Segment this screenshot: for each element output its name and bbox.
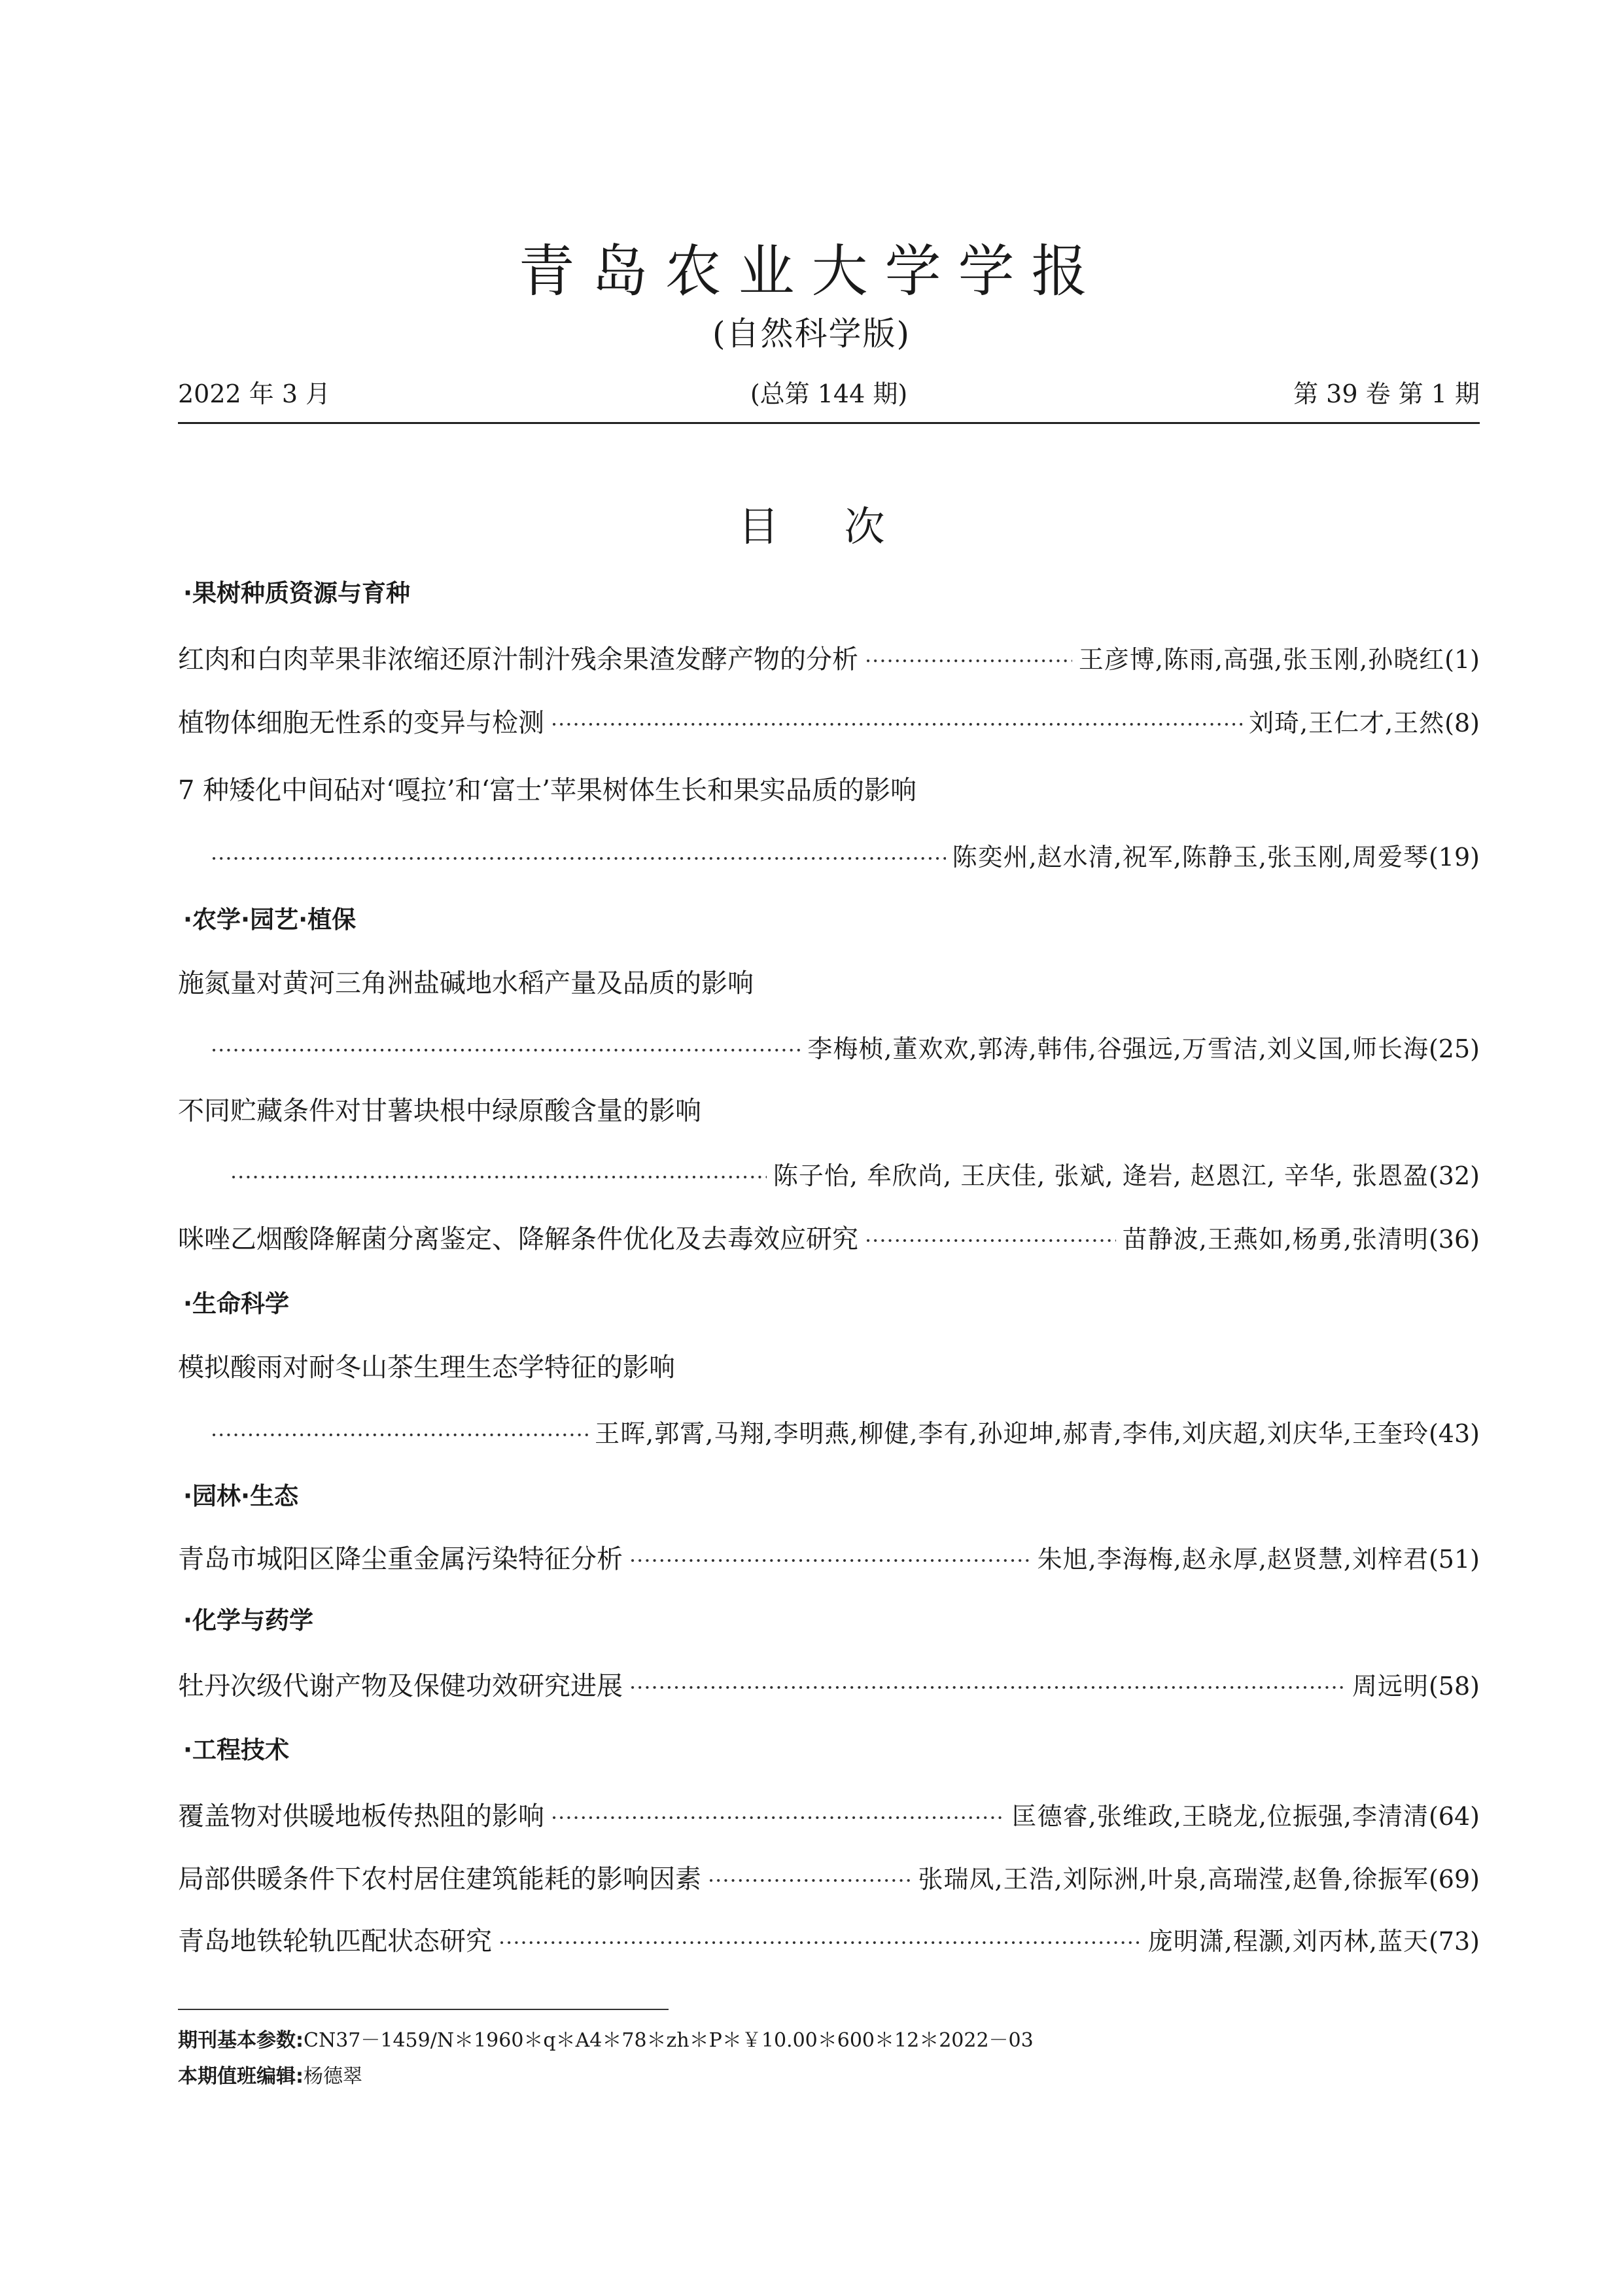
params-value: CN37－1459/N＊1960＊q＊A4＊78＊zh＊P＊￥10.00＊600＊12＊2022－03	[304, 2029, 1034, 2052]
toc-entry[interactable]	[178, 1922, 1480, 1961]
entry-title: 植物体细胞无性系的变异与检测	[178, 708, 544, 738]
entry-page: (1)	[1444, 645, 1480, 674]
dot-leader	[708, 1861, 912, 1900]
section-heading: ·园林·生态	[183, 1482, 299, 1510]
section-heading: ·果树种质资源与育种	[183, 579, 411, 607]
toc-entry[interactable]	[230, 1156, 1480, 1195]
journal-title: 青岛农业大学学报	[518, 239, 1105, 304]
entry-authors: 王晖,郭霄,马翔,李明燕,柳健,李有,孙迎坤,郝青,李伟,刘庆超,刘庆华,王奎玲	[595, 1419, 1429, 1448]
entry-title: 红肉和白肉苹果非浓缩还原汁制汁残余果渣发酵产物的分析	[178, 645, 858, 675]
toc-entry[interactable]	[211, 1414, 1480, 1453]
entry-title: 青岛地铁轮轨匹配状态研究	[178, 1926, 492, 1956]
entry-title: 咪唑乙烟酸降解菌分离鉴定、降解条件优化及去毒效应研究	[178, 1224, 858, 1254]
dot-leader	[498, 1923, 1142, 1962]
entry-page: (58)	[1428, 1672, 1480, 1701]
entry-page: (73)	[1428, 1927, 1480, 1956]
entry-title[interactable]: 7 种矮化中间砧对‘嘎拉’和‘富士’苹果树体生长和果实品质的影响	[178, 775, 917, 805]
dot-leader	[211, 1415, 588, 1455]
entry-page: (32)	[1428, 1161, 1480, 1190]
toc-entry[interactable]	[178, 1797, 1480, 1836]
dot-leader	[629, 1668, 1346, 1707]
editor-value: 杨德翠	[304, 2065, 362, 2088]
toc-entry[interactable]	[178, 1860, 1480, 1899]
toc-entry[interactable]	[211, 838, 1480, 877]
params-label: 期刊基本参数:	[178, 2029, 304, 2052]
entry-title: 覆盖物对供暖地板传热阻的影响	[178, 1801, 544, 1831]
entry-authors: 苗静波,王燕如,杨勇,张清明	[1122, 1225, 1429, 1254]
entry-authors: 朱旭,李海梅,赵永厚,赵贤慧,刘梓君	[1037, 1545, 1429, 1574]
entry-title[interactable]: 模拟酸雨对耐冬山茶生理生态学特征的影响	[178, 1352, 675, 1383]
table-of-contents	[178, 0, 1480, 2296]
dot-leader	[551, 1798, 1005, 1837]
entry-authors: 王彦博,陈雨,高强,张玉刚,孙晓红	[1078, 645, 1445, 674]
editor-label: 本期值班编辑:	[178, 2065, 304, 2088]
entry-authors: 陈子怡, 牟欣尚, 王庆佳, 张斌, 逄岩, 赵恩江, 辛华, 张恩盈	[773, 1161, 1429, 1190]
entry-title[interactable]: 施氮量对黄河三角洲盐碱地水稻产量及品质的影响	[178, 968, 754, 998]
dot-leader	[629, 1541, 1031, 1580]
toc-entry[interactable]	[178, 1540, 1480, 1579]
journal-subtitle: (自然科学版)	[712, 315, 911, 353]
toc-entry[interactable]	[211, 1029, 1480, 1069]
footnote-rule	[178, 2009, 669, 2010]
entry-authors: 李梅桢,董欢欢,郭涛,韩伟,谷强远,万雪洁,刘义国,师长海	[807, 1034, 1429, 1063]
entry-title: 青岛市城阳区降尘重金属污染特征分析	[178, 1544, 623, 1574]
entry-title[interactable]: 不同贮藏条件对甘薯块根中绿原酸含量的影响	[178, 1096, 701, 1126]
entry-page: (43)	[1428, 1419, 1480, 1448]
journal-parameters	[178, 2026, 1034, 2056]
toc-entry[interactable]	[178, 703, 1480, 743]
section-heading: ·化学与药学	[183, 1606, 314, 1634]
volume-number: 第 39 卷 第 1 期	[1293, 380, 1480, 408]
entry-page: (64)	[1428, 1802, 1480, 1831]
dot-leader	[865, 641, 1072, 680]
entry-page: (8)	[1444, 709, 1480, 737]
dot-leader	[865, 1221, 1116, 1260]
dot-leader	[230, 1157, 767, 1197]
dot-leader	[211, 1031, 801, 1070]
entry-page: (69)	[1428, 1865, 1480, 1894]
entry-page: (51)	[1428, 1545, 1480, 1574]
section-heading: ·农学·园艺·植保	[183, 906, 357, 934]
dot-leader	[551, 705, 1242, 744]
entry-authors: 庞明潇,程灏,刘丙林,蓝天	[1147, 1927, 1429, 1956]
toc-entry[interactable]	[178, 1667, 1480, 1706]
entry-title: 牡丹次级代谢产物及保健功效研究进展	[178, 1671, 623, 1701]
issue-date: 2022 年 3 月	[178, 380, 331, 408]
entry-authors: 张瑞凤,王浩,刘际洲,叶泉,高瑞滢,赵鲁,徐振军	[918, 1865, 1429, 1894]
section-heading: ·生命科学	[183, 1290, 290, 1318]
section-heading: ·工程技术	[183, 1736, 290, 1764]
entry-page: (25)	[1428, 1034, 1480, 1063]
toc-heading: 目次	[738, 503, 951, 550]
entry-title: 局部供暖条件下农村居住建筑能耗的影响因素	[178, 1864, 701, 1894]
entry-authors: 周远明	[1352, 1672, 1429, 1701]
entry-page: (36)	[1428, 1225, 1480, 1254]
dot-leader	[211, 839, 946, 878]
total-issue: (总第 144 期)	[750, 380, 908, 408]
entry-authors: 刘琦,王仁才,王然	[1249, 709, 1445, 737]
duty-editor	[178, 2062, 362, 2092]
entry-page: (19)	[1428, 843, 1480, 872]
entry-authors: 陈奕州,赵水清,祝军,陈静玉,张玉刚,周爱琴	[952, 843, 1429, 872]
toc-entry[interactable]	[178, 1220, 1480, 1259]
entry-authors: 匡德睿,张维政,王晓龙,位振强,李清清	[1011, 1802, 1429, 1831]
toc-entry[interactable]	[178, 640, 1480, 679]
